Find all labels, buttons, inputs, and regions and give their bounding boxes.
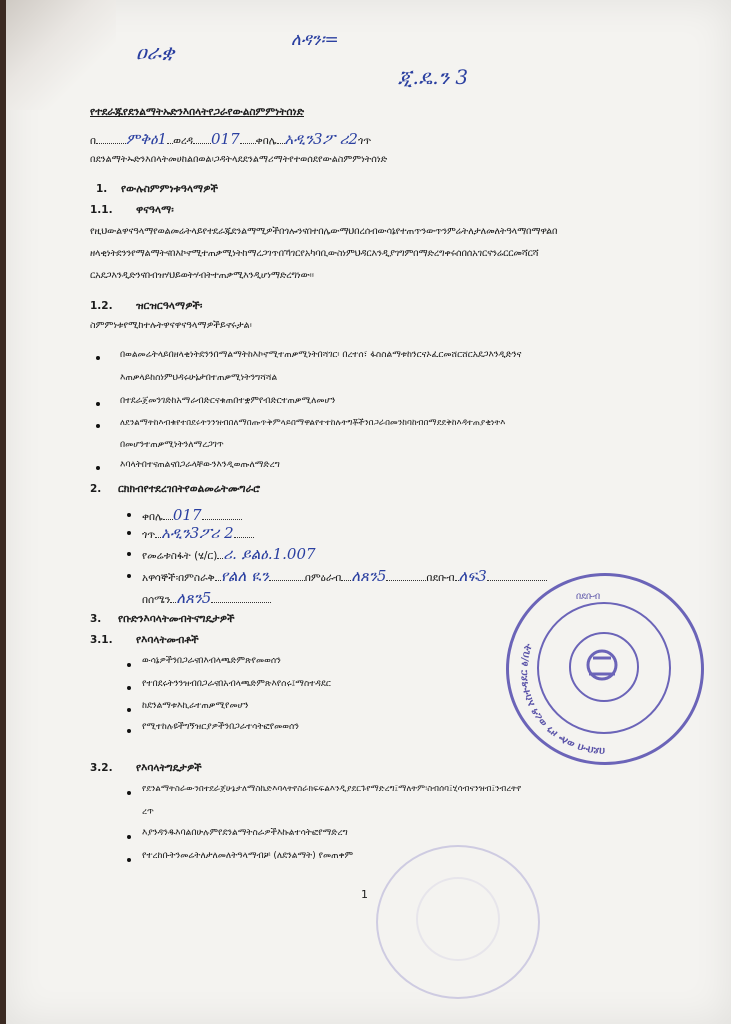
- bullet: [127, 552, 131, 556]
- section-3-title: የቡድንእባላትመብትናግዴታዎች: [118, 613, 235, 625]
- section-2-title: ርክክብየተደረገበትየወልመሬትሙግራሮ: [118, 483, 261, 495]
- paragraph-line: ርአደጋእንዲድንናበብዝሃህይወትሃብትተጠቃሚእንዲሆነማድረግነው፡፡: [90, 270, 314, 281]
- list-item: እያንዳንዱእባልበሁሉምየደንልማትስራዎችእኩልተሳትፎየማድረግ: [142, 828, 348, 838]
- list-item: በወልመሬትላይበዘላቂነትደንንበማልማትከእኮኖሚተጠቃሚነትበሻገር፡ በረተሰ፣ ፋስስልማቱከንርናኦፈርመሸርሸርአደጋእንዲድንና: [120, 350, 522, 360]
- section-1-1-number: 1.1.: [90, 204, 113, 216]
- section-3-1-number: 3.1.: [90, 634, 113, 646]
- bullet: [127, 835, 131, 839]
- section-1-title: የውሉስምምነቱዓላማዎች: [121, 183, 218, 195]
- section-1-2-intro: ስምምነቱየሚከተሉትዋናዋናዓላማዎችይኖሩታል፡: [90, 320, 252, 331]
- document-title: የተደራጁየደንልማትኡድንእበላትየጋራየውልስምምነትሰነድ: [90, 106, 304, 118]
- list-item: ከደንልማቱእኪራተጠቃሚየመሆን: [142, 701, 249, 711]
- list-item: እባላትበተናጠልናበጋራላቸውንእንዲወጡለማድረግ: [120, 460, 280, 470]
- list-item: ውሳኔዎችንበጋራናበእብላጫድምጽየመወሰን: [142, 656, 281, 666]
- handwritten-kebele: አዲን3ፖ ሪ2: [284, 130, 358, 148]
- list-item: በመሆንተጠቃሚነትንለማረጋገጥ: [120, 440, 224, 450]
- section-3-2-number: 3.2.: [90, 762, 113, 774]
- official-stamp: [506, 573, 704, 765]
- section-2-number: 2.: [90, 483, 102, 495]
- section-3-1-title: የእባላትመብቶች: [136, 634, 199, 646]
- svg-text:በደቡብ ወሎ ዞን ወረዳ አስተዳደር ፅ/ቤት: በደቡብ ወሎ ዞን ወረዳ አስተዳደር ፅ/ቤት: [519, 642, 606, 757]
- section-1-number: 1.: [96, 183, 108, 195]
- bullet: [127, 513, 131, 517]
- section-1-1-title: ዋናዓላማ፡: [136, 204, 174, 216]
- page-number: 1: [361, 888, 368, 901]
- field-east: በሰሜን ለጸን5: [142, 589, 271, 607]
- section-3-2-title: የእባላትግዴታዎች: [136, 762, 202, 774]
- section-3-number: 3.: [90, 613, 102, 625]
- stamp-top-text: በደቡብ: [576, 592, 601, 602]
- paragraph-line: ዘላቂነትደንንየማልማትናበእኮኖሚተጠቃሚነትከማረጋገጥበኻገርየአካባቢውስነምህዳርእንዲያገግምበማድረግቀሩሰበሰአገርናንሬርርመሻርሻ: [90, 248, 539, 259]
- section-1-2-title: ዝርዝርዓላማዎች፡: [136, 300, 203, 312]
- document-page: [6, 0, 731, 1024]
- list-item: የሚተከሉዩችግኝዝርያዎችንበጋራተሳትፎየመወሰን: [142, 722, 299, 732]
- field-kebele: ቀበሌ 017: [142, 506, 242, 524]
- bullet: [96, 466, 100, 470]
- list-item: በተደራጀመንገድከአማራብድርናቁጠበተቋምየብድርተጠቃሚለመሆን: [120, 396, 336, 406]
- bullet: [127, 663, 131, 667]
- bullet: [127, 686, 131, 690]
- field-boundaries: አዋሳኞች፡በምስራቅ የልለ ዪን በምዕራብ ለጸን5 በደቡብ ለፍ3: [142, 567, 547, 585]
- list-item: እጠቃላይከስነምህዳሩሁኔታበተጠቃሚነትንግሻሻል: [120, 373, 278, 383]
- folded-corner: [6, 0, 116, 110]
- stamp-ring-text: [509, 576, 701, 762]
- section-1-2-number: 1.2.: [90, 300, 113, 312]
- handwritten-note-left: ዐራቋ: [136, 40, 175, 64]
- bullet: [96, 356, 100, 360]
- handwritten-note-right: ጂ.ዴ.ን 3: [398, 65, 469, 89]
- bullet: [96, 424, 100, 428]
- intro-line: በደንልማትኡድንእበላትመሀከልበወል፡ጋዳትላደደንልማሪማትየተወሰደየውልስምምነትሰነድ: [90, 154, 388, 165]
- location-line: በ ምቅዕ1 ወረዳ 017 ቀበሌ አዲን3ፖ ሪ2ጎጥ: [90, 130, 372, 148]
- faint-stamp-inner: [416, 877, 500, 961]
- field-got: ጎጥ አዲን3ፖሪ 2: [142, 524, 254, 542]
- handwritten-note-mid: ለዳን፡=: [291, 30, 339, 50]
- list-item: ለደንልማትከእብቁየተበደሩትንንዝብበለማበጡጥቅምላይበማዋልየተተከሉትግቾችንበጋራበመንከባከብበማደደቅከእዳተጠያቂነትእ: [120, 418, 506, 428]
- list-item: የተረከቡትንመሬትለታለመለትዓላማብቻ (ለደንልማት) የመጠቀም: [142, 851, 354, 861]
- bullet: [127, 531, 131, 535]
- list-item: የተበደሩትንንዝብበጋራናበአብላጫድምጽእየሰሩ፤ማስተዳደር: [142, 679, 331, 689]
- list-item: የደንልማትስራውንበተደራጀሁኔታለማስኬድእባላትየስራክፍፍልእንዲያደርጉየማድረግ፤ማለትም፡ስብሰባ፤ሂሳብናንዝብ፤ንብረትየ: [142, 784, 522, 794]
- handwritten-date: ምቅዕ1: [126, 130, 168, 148]
- bullet: [127, 858, 131, 862]
- bullet: [127, 791, 131, 795]
- bullet: [127, 574, 131, 578]
- handwritten-woreda: 017: [211, 130, 240, 148]
- bullet: [127, 708, 131, 712]
- field-area: የመሬቱስፋት (ሄ/ር) ሪ. ይልዕ.1.007: [142, 545, 316, 563]
- bullet: [127, 729, 131, 733]
- faint-stamp: [376, 845, 540, 999]
- bullet: [96, 402, 100, 406]
- paragraph-line: የዚህውልዋናዓላማየወልመሬትላይየተደራጁደንልማሚዎችበጎሎንናበተበሌውማህበረሰብውሳኔየተጠጥንውጥንምሬትለታለመለትዓላማበማዋልበ: [90, 226, 558, 237]
- list-item: ረጥ: [142, 807, 154, 817]
